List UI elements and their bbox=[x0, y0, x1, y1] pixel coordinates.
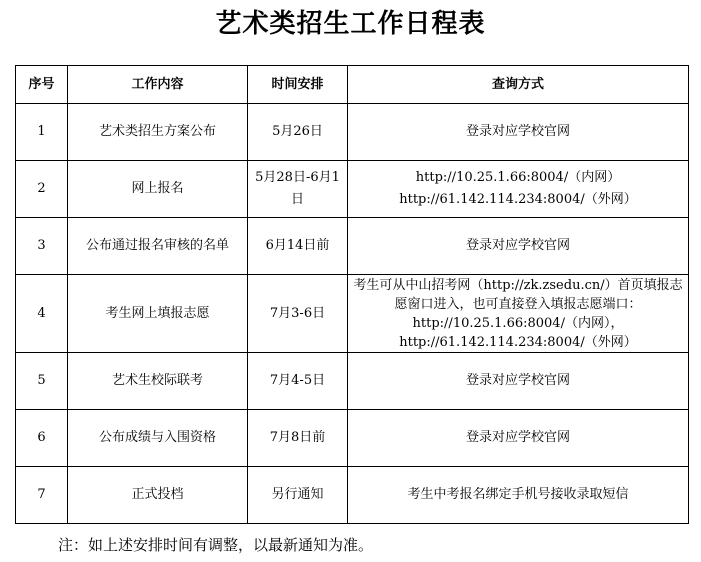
row-time: 5月28日-6月1日 bbox=[248, 161, 348, 218]
query-link-internet[interactable]: http://61.142.114.234:8004/（外网） bbox=[399, 334, 637, 350]
row-query: 登录对应学校官网 bbox=[348, 410, 689, 467]
row-task: 艺术类招生方案公布 bbox=[68, 104, 248, 161]
row-time: 7月3-6日 bbox=[248, 275, 348, 353]
row-task: 正式投档 bbox=[68, 467, 248, 524]
query-instructions: 考生可从中山招考网（http://zk.zsedu.cn/）首页填报志愿窗口进入，也可直接登入填报志愿端口： bbox=[353, 277, 683, 312]
row-task: 公布成绩与入围资格 bbox=[68, 410, 248, 467]
table-row bbox=[16, 275, 689, 353]
footnote: 注：如上述安排时间有调整，以最新通知为准。 bbox=[58, 536, 374, 554]
row-time: 6月14日前 bbox=[248, 218, 348, 275]
row-time: 另行通知 bbox=[248, 467, 348, 524]
header-number: 序号 bbox=[16, 66, 68, 104]
table-row bbox=[16, 218, 689, 275]
row-query: 登录对应学校官网 bbox=[348, 353, 689, 410]
header-query: 查询方式 bbox=[348, 66, 689, 104]
row-query bbox=[348, 275, 689, 353]
row-number: 3 bbox=[16, 218, 68, 275]
row-number: 6 bbox=[16, 410, 68, 467]
schedule-table bbox=[15, 65, 689, 524]
row-task: 公布通过报名审核的名单 bbox=[68, 218, 248, 275]
table-row bbox=[16, 161, 689, 218]
row-query bbox=[348, 161, 689, 218]
row-query: 登录对应学校官网 bbox=[348, 104, 689, 161]
row-number: 7 bbox=[16, 467, 68, 524]
row-number: 5 bbox=[16, 353, 68, 410]
table-row bbox=[16, 353, 689, 410]
row-query: 考生中考报名绑定手机号接收录取短信 bbox=[348, 467, 689, 524]
query-link-intranet[interactable]: http://10.25.1.66:8004/（内网） bbox=[415, 170, 621, 185]
row-task: 考生网上填报志愿 bbox=[68, 275, 248, 353]
query-link-internet[interactable]: http://61.142.114.234:8004/（外网） bbox=[399, 192, 637, 207]
table-row bbox=[16, 410, 689, 467]
page-title: 艺术类招生工作日程表 bbox=[215, 9, 486, 39]
row-number: 1 bbox=[16, 104, 68, 161]
row-task: 网上报名 bbox=[68, 161, 248, 218]
header-task: 工作内容 bbox=[68, 66, 248, 104]
table-row bbox=[16, 467, 689, 524]
row-query: 登录对应学校官网 bbox=[348, 218, 689, 275]
table-row bbox=[16, 104, 689, 161]
row-number: 2 bbox=[16, 161, 68, 218]
table-header-row bbox=[16, 66, 689, 104]
query-link-intranet[interactable]: http://10.25.1.66:8004/（内网）， bbox=[412, 315, 624, 331]
row-time: 7月8日前 bbox=[248, 410, 348, 467]
header-time: 时间安排 bbox=[248, 66, 348, 104]
row-time: 7月4-5日 bbox=[248, 353, 348, 410]
row-number: 4 bbox=[16, 275, 68, 353]
row-task: 艺术生校际联考 bbox=[68, 353, 248, 410]
row-time: 5月26日 bbox=[248, 104, 348, 161]
